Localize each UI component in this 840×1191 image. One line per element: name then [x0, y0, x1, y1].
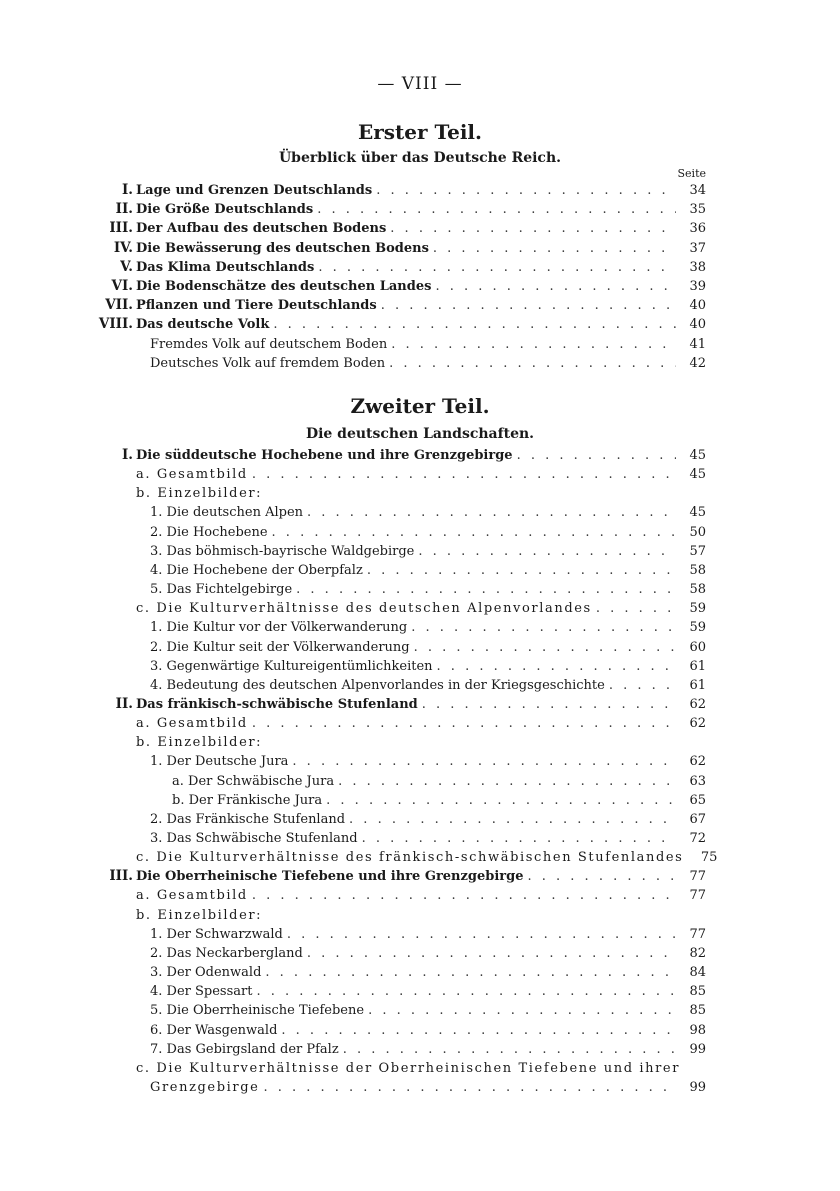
toc-page-number: 50	[689, 524, 706, 540]
toc-page-number: 45	[689, 505, 706, 521]
toc-entry	[150, 618, 706, 637]
toc-entry-title: 3. Das Schwäbische Stufenland	[150, 831, 358, 846]
toc-entry	[105, 296, 706, 315]
toc-entry	[113, 239, 706, 258]
toc-entry	[150, 829, 706, 848]
seite-label: Seite	[677, 167, 706, 180]
toc-page-number: 82	[689, 945, 706, 961]
toc-entry	[109, 867, 706, 886]
toc-entry	[150, 354, 706, 373]
dot-leader	[326, 791, 676, 810]
dot-leader	[414, 638, 676, 657]
toc-page-number: 75	[700, 850, 718, 866]
toc-page-number: 42	[689, 355, 706, 371]
toc-page-number: 85	[689, 1003, 706, 1019]
dot-leader	[433, 239, 676, 258]
dot-leader	[437, 657, 676, 676]
toc-entry-title: c. Die Kulturverhältnisse des fränkisch-schwäbischen Stufenlandes	[136, 850, 684, 866]
toc-entry	[172, 772, 706, 791]
toc-entry-title: c. Die Kulturverhältnisse der Oberrheinischen Tiefebene und ihrer	[136, 1060, 681, 1076]
dot-leader	[418, 542, 676, 561]
toc-entry-title: 1. Der Schwarzwald	[150, 926, 283, 942]
dot-leader	[281, 1021, 676, 1040]
toc-entry	[150, 1078, 706, 1097]
toc-entry	[150, 542, 706, 561]
toc-roman-numeral: VIII.	[98, 316, 133, 333]
toc-entry	[121, 181, 706, 200]
part1-subtitle: Überblick über das Deutsche Reich.	[278, 150, 562, 166]
toc-entry-title: 5. Das Fichtelgebirge	[150, 582, 293, 598]
dot-leader	[368, 1001, 676, 1020]
toc-entry	[150, 561, 706, 580]
toc-page-number: 62	[689, 754, 706, 770]
dot-leader	[252, 465, 676, 484]
toc-entry-title: Die Oberrheinische Tiefebene und ihre Grenzgebirge	[136, 869, 524, 885]
toc-page-number: 34	[689, 183, 706, 198]
toc-page-number: 61	[689, 677, 706, 693]
toc-entry	[150, 982, 706, 1001]
toc-entry-title: 4. Bedeutung des deutschen Alpenvorlandes in der Kriegsgeschichte	[150, 677, 605, 693]
toc-entry	[150, 752, 706, 771]
dot-leader	[307, 503, 676, 522]
toc-roman-numeral: III.	[109, 868, 133, 885]
toc-page-number: 99	[689, 1041, 706, 1057]
toc-entry-title: b. Einzelbilder:	[136, 486, 263, 502]
dot-leader	[318, 258, 676, 277]
toc-entry-title: b. Der Fränkische Jura	[172, 792, 323, 808]
toc-entry-title: Die süddeutsche Hochebene und ihre Grenzgebirge	[136, 448, 513, 463]
toc-entry-title: 5. Die Oberrheinische Tiefebene	[150, 1003, 365, 1019]
toc-entry	[136, 465, 706, 484]
toc-entry-title: Das deutsche Volk	[136, 317, 270, 333]
toc-entry	[136, 886, 706, 905]
toc-entry	[150, 503, 706, 522]
dot-leader	[362, 829, 676, 848]
dot-leader	[528, 867, 677, 886]
dot-leader	[435, 277, 676, 296]
toc-entry-title: 6. Der Wasgenwald	[150, 1022, 278, 1038]
dot-leader	[292, 752, 676, 771]
dot-leader	[256, 982, 676, 1001]
toc-page-number: 84	[689, 965, 706, 981]
part2-title: Zweiter Teil.	[350, 394, 490, 418]
toc-entry-title: Der Aufbau des deutschen Bodens	[136, 221, 387, 237]
page-number: — VIII —	[377, 74, 463, 94]
toc-entry-title: a. Gesamtbild	[136, 888, 248, 904]
dot-leader	[272, 523, 676, 542]
dot-leader	[343, 1040, 676, 1059]
toc-page-number: 99	[689, 1079, 706, 1095]
toc-roman-numeral: VI.	[111, 278, 133, 294]
toc-entry	[109, 219, 706, 238]
toc-roman-numeral: III.	[109, 220, 133, 237]
toc-entry-title: 2. Die Kultur seit der Völkerwanderung	[150, 639, 410, 655]
toc-entry	[111, 277, 706, 296]
dot-leader	[349, 810, 676, 829]
toc-page-number: 45	[689, 448, 706, 463]
toc-entry-title: 1. Die deutschen Alpen	[150, 505, 304, 521]
toc-page-number: 98	[689, 1022, 706, 1038]
toc-entry-title: 1. Der Deutsche Jura	[150, 754, 289, 770]
part2-subtitle: Die deutschen Landschaften.	[305, 426, 535, 442]
toc-entry-title: 4. Die Hochebene der Oberpfalz	[150, 562, 363, 578]
toc-entry	[150, 1001, 706, 1020]
toc-page-number: 72	[689, 831, 706, 846]
toc-entry-title: 2. Das Fränkische Stufenland	[150, 811, 346, 827]
toc-roman-numeral: I.	[121, 447, 133, 463]
toc-entry-title: a. Gesamtbild	[136, 467, 248, 483]
toc-page-number: 67	[689, 811, 706, 827]
toc-page-number: 45	[689, 467, 706, 483]
toc-entry	[150, 1021, 706, 1040]
dot-leader	[381, 296, 676, 315]
toc-entry	[150, 963, 706, 982]
toc-page-number: 85	[689, 984, 706, 1000]
dot-leader	[252, 714, 676, 733]
toc-entry	[150, 810, 706, 829]
dot-leader	[307, 944, 676, 963]
part1-title: Erster Teil.	[358, 120, 482, 144]
toc-page-number: 38	[689, 259, 706, 275]
toc-entry-title: Die Bewässerung des deutschen Bodens	[136, 240, 429, 256]
toc-entry-title: 7. Das Gebirgsland der Pfalz	[150, 1041, 339, 1057]
toc-page-number: 62	[689, 696, 706, 712]
toc-page-number: 77	[689, 869, 706, 885]
toc-entry-title: Das fränkisch-schwäbische Stufenland	[136, 696, 418, 712]
toc-entry	[120, 258, 706, 277]
toc-page-number: 57	[689, 543, 706, 559]
dot-leader	[367, 561, 676, 580]
toc-entry	[150, 523, 706, 542]
toc-entry	[150, 944, 706, 963]
toc-entry-title: Die Bodenschätze des deutschen Landes	[136, 279, 432, 294]
toc-entry	[136, 599, 706, 618]
toc-roman-numeral: I.	[121, 182, 133, 198]
toc-entry-title: 2. Die Hochebene	[150, 524, 268, 540]
toc-page-number: 60	[689, 639, 706, 655]
toc-entry-title: 1. Die Kultur vor der Völkerwanderung	[150, 620, 408, 636]
dot-leader	[296, 580, 676, 599]
toc-entry-title: 2. Das Neckarbergland	[150, 945, 303, 961]
toc-entry-title: 3. Das böhmisch-bayrische Waldgebirge	[150, 543, 415, 559]
toc-entry	[136, 714, 706, 733]
toc-entry	[150, 657, 706, 676]
toc-page-number: 58	[689, 582, 706, 598]
toc-entry-title: Pflanzen und Tiere Deutschlands	[136, 298, 377, 314]
dot-leader	[263, 1078, 676, 1097]
toc-entry-title: b. Einzelbilder:	[136, 907, 263, 923]
dot-leader	[338, 772, 676, 791]
toc-roman-numeral: II.	[115, 201, 133, 218]
toc-entry-title: Die Größe Deutschlands	[136, 202, 314, 218]
dot-leader	[517, 446, 676, 465]
toc-entry-title: Grenzgebirge	[150, 1079, 260, 1095]
toc-entry-title: Deutsches Volk auf fremdem Boden	[150, 355, 386, 371]
toc-page-number: 62	[689, 716, 706, 732]
dot-leader	[422, 695, 676, 714]
dot-leader	[389, 354, 676, 373]
toc-page-number: 77	[689, 926, 706, 942]
toc-entry	[150, 925, 706, 944]
dot-leader	[411, 618, 676, 637]
toc-entry	[150, 638, 706, 657]
toc-entry	[115, 200, 706, 219]
dot-leader	[287, 925, 676, 944]
toc-page-number: 59	[689, 620, 706, 636]
toc-entry	[150, 676, 706, 695]
toc-entry	[136, 733, 706, 752]
toc-entry	[115, 695, 706, 714]
dot-leader	[317, 200, 676, 219]
toc-page-number: 40	[689, 298, 706, 314]
toc-entry-title: 3. Der Odenwald	[150, 965, 262, 981]
dot-leader	[609, 676, 676, 695]
toc-page-number: 37	[689, 240, 706, 256]
toc-entry-title: c. Die Kulturverhältnisse des deutschen Alpenvorlandes	[136, 601, 592, 617]
toc-entry	[172, 791, 706, 810]
toc-entry	[150, 580, 706, 599]
toc-page-number: 59	[689, 601, 706, 617]
toc-entry-title: a. Der Schwäbische Jura	[172, 773, 335, 789]
dot-leader	[265, 963, 676, 982]
toc-entry	[136, 848, 718, 867]
toc-entry	[136, 484, 706, 503]
toc-entry-title: 3. Gegenwärtige Kultureigentümlichkeiten	[150, 658, 433, 674]
toc-roman-numeral: V.	[120, 258, 133, 275]
toc-entry	[136, 1059, 706, 1078]
toc-entry-title: 4. Der Spessart	[150, 984, 253, 1000]
toc-page-number: 65	[689, 792, 706, 808]
toc-page-number: 35	[689, 202, 706, 218]
dot-leader	[273, 315, 676, 334]
toc-page-number: 40	[689, 317, 706, 333]
toc-entry-title: Fremdes Volk auf deutschem Boden	[150, 336, 388, 352]
toc-page-number: 61	[689, 658, 706, 674]
toc-page-number: 63	[689, 773, 706, 789]
toc-entry	[121, 446, 706, 465]
toc-entry	[150, 1040, 706, 1059]
dot-leader	[376, 181, 676, 200]
toc-entry	[98, 315, 706, 334]
dot-leader	[391, 335, 676, 354]
toc-roman-numeral: IV.	[113, 239, 133, 256]
toc-entry-title: Das Klima Deutschlands	[136, 259, 315, 275]
toc-page-number: 77	[689, 888, 706, 904]
dot-leader	[390, 219, 676, 238]
toc-entry-title: a. Gesamtbild	[136, 716, 248, 732]
toc-roman-numeral: II.	[115, 695, 133, 712]
dot-leader	[252, 886, 676, 905]
toc-entry-title: Lage und Grenzen Deutschlands	[136, 183, 373, 198]
toc-entry	[150, 335, 706, 354]
toc-page-number: 36	[689, 221, 706, 237]
toc-page-number: 41	[689, 336, 706, 352]
toc-page-number: 39	[689, 279, 706, 294]
toc-entry-title: b. Einzelbilder:	[136, 735, 263, 751]
dot-leader	[596, 599, 676, 618]
toc-entry	[136, 906, 706, 925]
toc-page-number: 58	[689, 562, 706, 578]
toc-roman-numeral: VII.	[105, 297, 133, 314]
